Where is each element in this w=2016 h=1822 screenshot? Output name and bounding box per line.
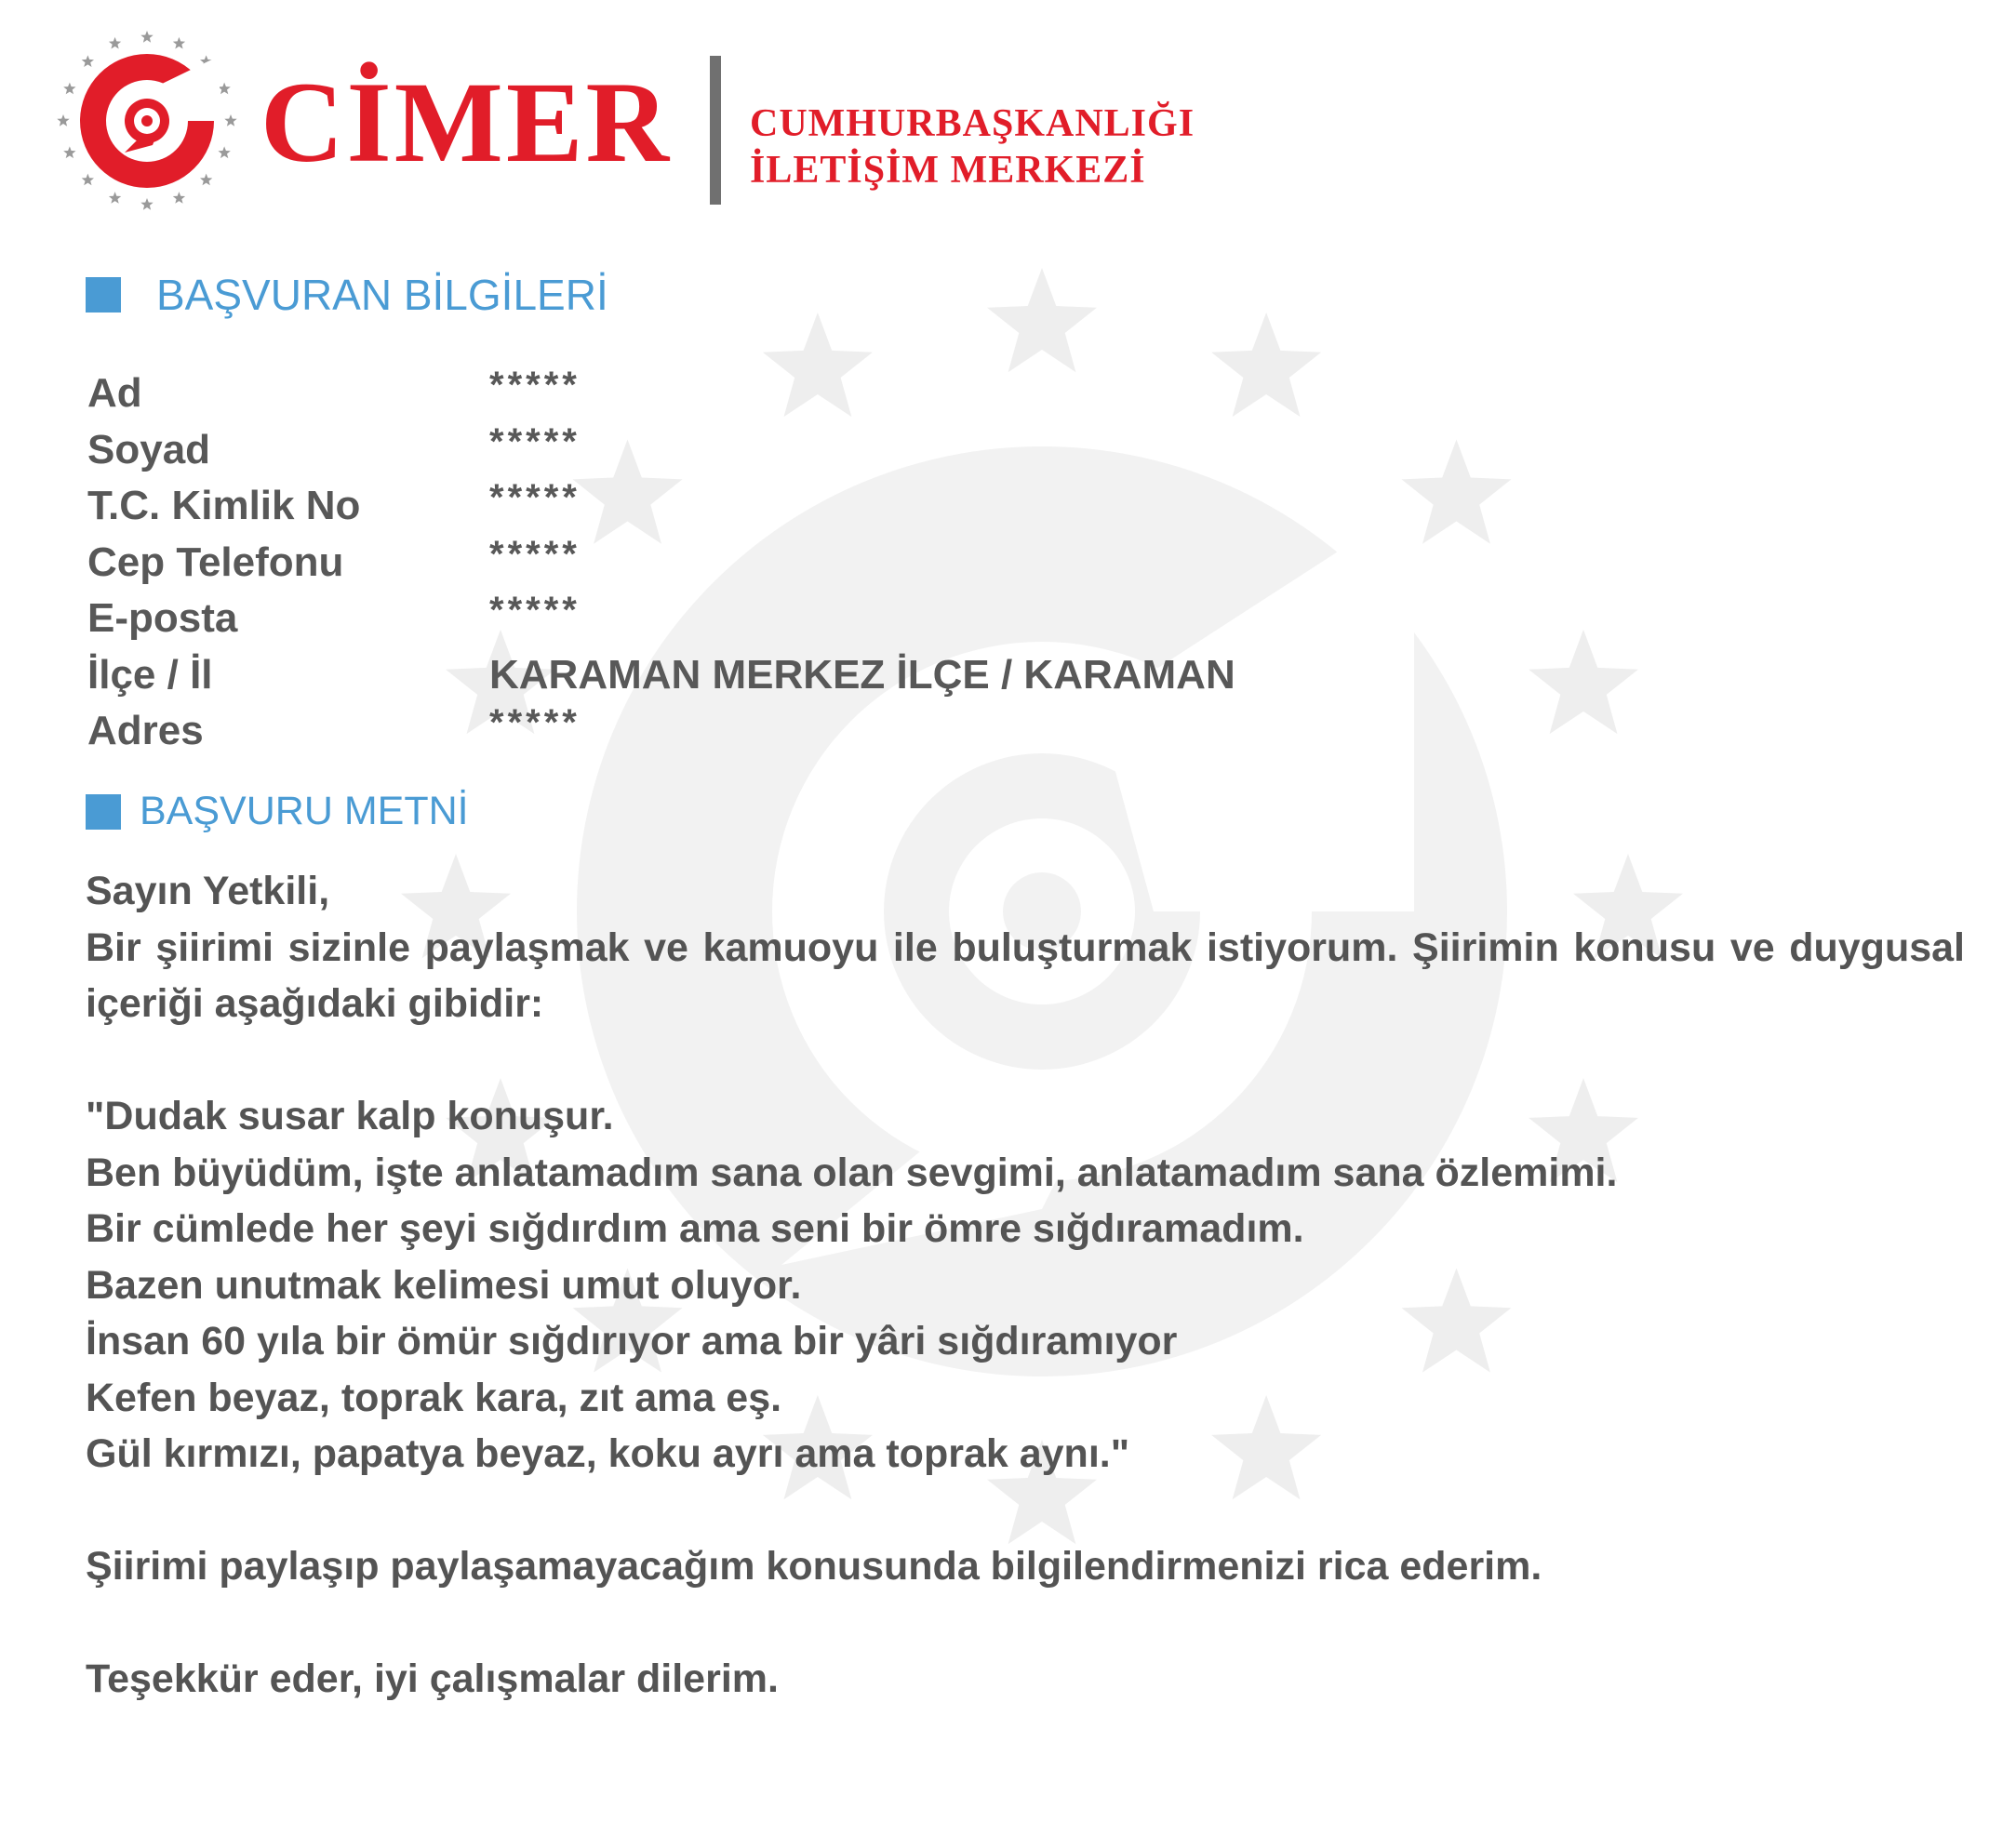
cimer-subtitle-line-2: İLETİŞİM MERKEZİ: [750, 149, 1146, 192]
blank-line: [86, 1032, 1965, 1089]
cimer-wordmark: CİMER: [260, 59, 673, 186]
info-row-surname: [87, 420, 1390, 484]
info-label: İlçe / İl: [87, 651, 213, 698]
info-value: *****: [489, 590, 581, 631]
info-label: Ad: [87, 370, 142, 416]
star-icon: [219, 83, 231, 95]
cimer-logo-emblem-icon: [54, 28, 240, 214]
applicant-info-table: [87, 365, 1390, 765]
info-value: KARAMAN MERKEZ İLÇE / KARAMAN: [489, 651, 1235, 698]
poem-line: "Dudak susar kalp konuşur.: [86, 1094, 614, 1138]
info-value: *****: [489, 533, 581, 575]
poem-line: Gül kırmızı, papatya beyaz, koku ayrı ama toprak aynı.": [86, 1431, 1130, 1476]
poem: [86, 1088, 1965, 1483]
heading-square-icon: [86, 794, 121, 830]
star-icon: [1402, 440, 1512, 544]
star-icon: [109, 37, 121, 49]
request-sentence: Şiirimi paylaşıp paylaşamayacağım konusunda bilgilendirmenizi rica ederim.: [86, 1544, 1542, 1589]
star-icon: [173, 37, 185, 49]
poem-line: İnsan 60 yıla bir ömür sığdırıyor ama bir yâri sığdıramıyor: [86, 1319, 1178, 1363]
star-icon: [173, 192, 185, 204]
info-row-mobile: [87, 533, 1390, 596]
poem-line: Bir cümlede her şeyi sığdırdım ama seni bir ömre sığdıramadım.: [86, 1206, 1304, 1251]
logo-divider: [710, 56, 721, 205]
heading-square-icon: [86, 277, 121, 313]
application-text-heading-label: BAŞVURU METNİ: [140, 789, 469, 833]
info-label: E-posta: [87, 595, 238, 641]
star-icon: [200, 174, 212, 186]
poem-line: Kefen beyaz, toprak kara, zıt ama eş.: [86, 1375, 782, 1420]
blank-line: [86, 1483, 1965, 1539]
star-icon: [57, 114, 69, 126]
info-row-tc-id: [87, 477, 1390, 539]
star-icon: [82, 174, 94, 186]
applicant-info-heading-label: BAŞVURAN BİLGİLERİ: [156, 271, 608, 319]
star-icon: [219, 146, 231, 158]
info-value: *****: [489, 477, 581, 518]
info-row-name: [87, 365, 1390, 427]
application-text-heading: [86, 789, 469, 834]
star-icon: [63, 83, 75, 95]
info-value: *****: [489, 365, 581, 406]
star-icon: [140, 198, 153, 210]
star-icon: [224, 114, 236, 126]
info-label: Soyad: [87, 426, 211, 472]
info-label: T.C. Kimlik No: [87, 483, 361, 528]
cimer-subtitle-line-1: CUMHURBAŞKANLIĞI: [750, 102, 1195, 145]
star-icon: [82, 55, 94, 67]
greeting: Sayın Yetkili,: [86, 869, 330, 913]
application-body: [86, 863, 1965, 1708]
applicant-info-heading: [86, 270, 608, 320]
star-icon: [63, 146, 75, 158]
star-icon: [1529, 630, 1638, 734]
info-value: *****: [489, 420, 581, 462]
intro-paragraph: Bir şiirimi sizinle paylaşmak ve kamuoyu ile buluşturmak istiyorum. Şiirimin konusu ve duygusal içeriği aşağıdaki gibidir:: [86, 924, 1965, 1026]
info-row-address: [87, 702, 1390, 765]
poem-line: Bazen unutmak kelimesi umut oluyor.: [86, 1262, 802, 1308]
blank-line: [86, 1595, 1965, 1652]
star-icon: [987, 268, 1097, 372]
star-icon: [140, 31, 153, 43]
info-row-district-province: [87, 652, 1390, 709]
cimer-header: [54, 28, 1217, 214]
info-value: *****: [489, 702, 581, 743]
closing-sentence: Teşekkür eder, iyi çalışmalar dilerim.: [86, 1656, 779, 1701]
cimer-subtitle: [750, 100, 1195, 193]
star-icon: [109, 192, 121, 204]
info-label: Cep Telefonu: [87, 539, 344, 585]
info-row-email: [87, 590, 1390, 652]
info-label: Adres: [87, 708, 204, 753]
poem-line: Ben büyüdüm, işte anlatamadım sana olan sevgimi, anlatamadım sana özlemimi.: [86, 1150, 1618, 1195]
